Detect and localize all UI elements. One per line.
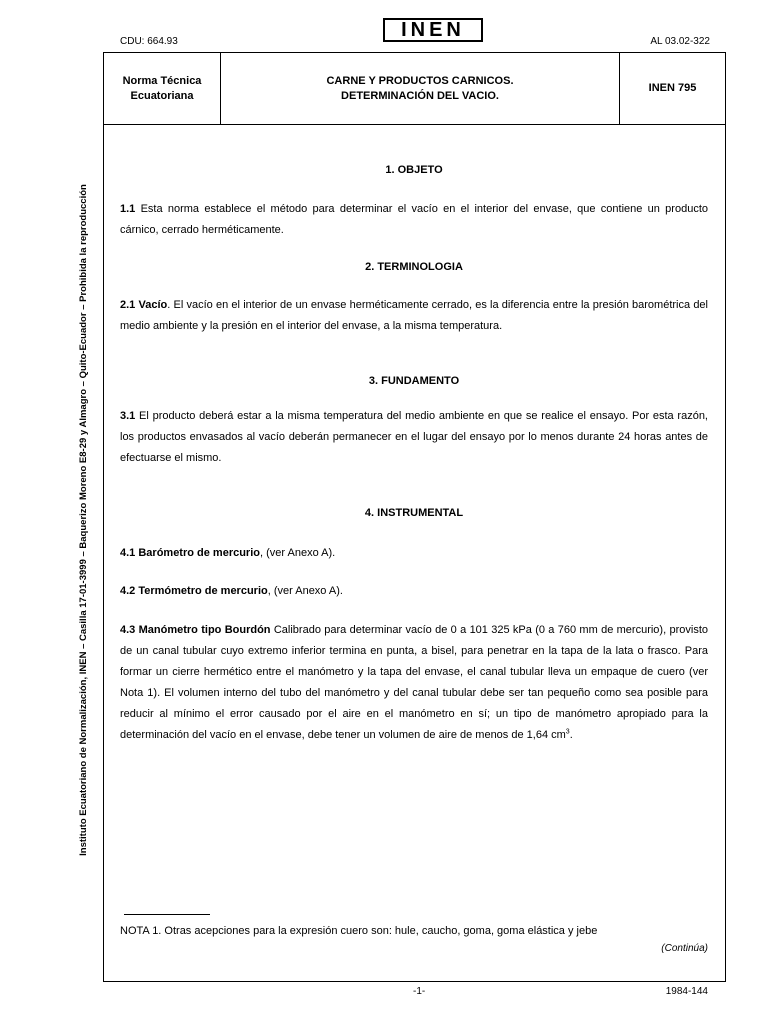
para-3-1-num: 3.1: [120, 410, 136, 422]
para-4-1-num: 4.1 Barómetro de mercurio: [120, 547, 260, 559]
section-3-title: 3. FUNDAMENTO: [368, 375, 460, 387]
reference-code: AL 03.02-322: [650, 36, 710, 47]
para-1-1-text: Esta norma establece el método para determinar el vacío en el interior del envase, que contiene un producto cárnico, cerrado herméticamente.: [120, 203, 708, 236]
doc-title-line-2: DETERMINACIÓN DEL VACIO.: [341, 89, 499, 102]
para-4-3-sup: 3: [565, 728, 570, 736]
para-3-1-text: El producto deberá estar a la misma temperatura del medio ambiente en que se realice el ensayo. Por esta razón, los productos envasados al vacío deberán permanecer en el lugar del ensayo por lo menos durante 24 horas antes de efectuarse el mismo.: [120, 410, 708, 464]
para-4-1: [120, 543, 708, 564]
para-1-1: [120, 199, 708, 241]
para-4-3: [120, 620, 708, 746]
page-number: -1-: [413, 986, 426, 997]
para-4-1-text: , (ver Anexo A).: [260, 547, 336, 559]
footnote-rule: [124, 914, 210, 915]
para-2-1: [120, 295, 708, 337]
logo-text: INEN: [401, 19, 465, 41]
continua-label: (Continúa): [661, 943, 708, 954]
doc-code: INEN 795: [648, 82, 697, 94]
footnote: NOTA 1. Otras acepciones para la expresión cuero son: hule, caucho, goma, goma elástica y jebe: [120, 925, 598, 937]
doc-year: 1984-144: [665, 986, 708, 997]
para-4-2: [120, 581, 708, 602]
section-4-title: 4. INSTRUMENTAL: [364, 507, 464, 519]
para-4-3-end: .: [569, 729, 573, 741]
para-4-3-num: 4.3 Manómetro tipo Bourdón: [120, 624, 271, 636]
section-2-title: 2. TERMINOLOGIA: [365, 261, 463, 273]
title-cell: [221, 53, 620, 124]
para-2-1-num: 2.1 Vacío: [120, 299, 168, 311]
norma-line-1: Norma Técnica: [122, 74, 202, 87]
header-table: [104, 53, 725, 125]
para-4-2-text: , (ver Anexo A).: [267, 585, 343, 597]
section-1-title: 1. OBJETO: [385, 164, 443, 176]
norma-cell: [104, 53, 221, 124]
cdu-code: CDU: 664.93: [120, 36, 178, 47]
doc-title-line-1: CARNE Y PRODUCTOS CARNICOS.: [326, 74, 514, 87]
sidebar-imprint: Instituto Ecuatoriano de Normalización, INEN – Casilla 17-01-3999 – Baquerizo Moreno E8-29 y Almagro – Quito-Ecuador – Prohibida la reproducción: [78, 184, 89, 856]
code-cell: [620, 53, 725, 124]
para-4-2-num: 4.2 Termómetro de mercurio: [120, 585, 268, 597]
norma-line-2: Ecuatoriana: [130, 89, 194, 102]
inen-logo: [383, 18, 483, 42]
para-4-3-text: Calibrado para determinar vacío de 0 a 101 325 kPa (0 a 760 mm de mercurio), provisto de un canal tubular cuyo extremo inferior termina en punta, a bisel, para penetrar en la tapa de la lata o frasco. Para formar un cierre hermético entre el manómetro y la tapa del envase, el canal tubular lleva un empaque de cuero (ver Nota 1). El volumen interno del tubo del manómetro y del canal tubular debe ser tan pequeño como sea posible para reducir al mínimo el error causado por el aire en el manómetro en sí; un tipo de manómetro apropiado para la determinación del vacío en el envase, debe tener un volumen de aire de menos de 1,64 cm: [120, 624, 708, 741]
para-1-1-num: 1.1: [120, 203, 136, 215]
para-3-1: [120, 406, 708, 469]
para-2-1-text: . El vacío en el interior de un envase herméticamente cerrado, es la diferencia entre la presión barométrica del medio ambiente y la presión en el interior del envase, a la misma temperatura.: [120, 299, 708, 332]
